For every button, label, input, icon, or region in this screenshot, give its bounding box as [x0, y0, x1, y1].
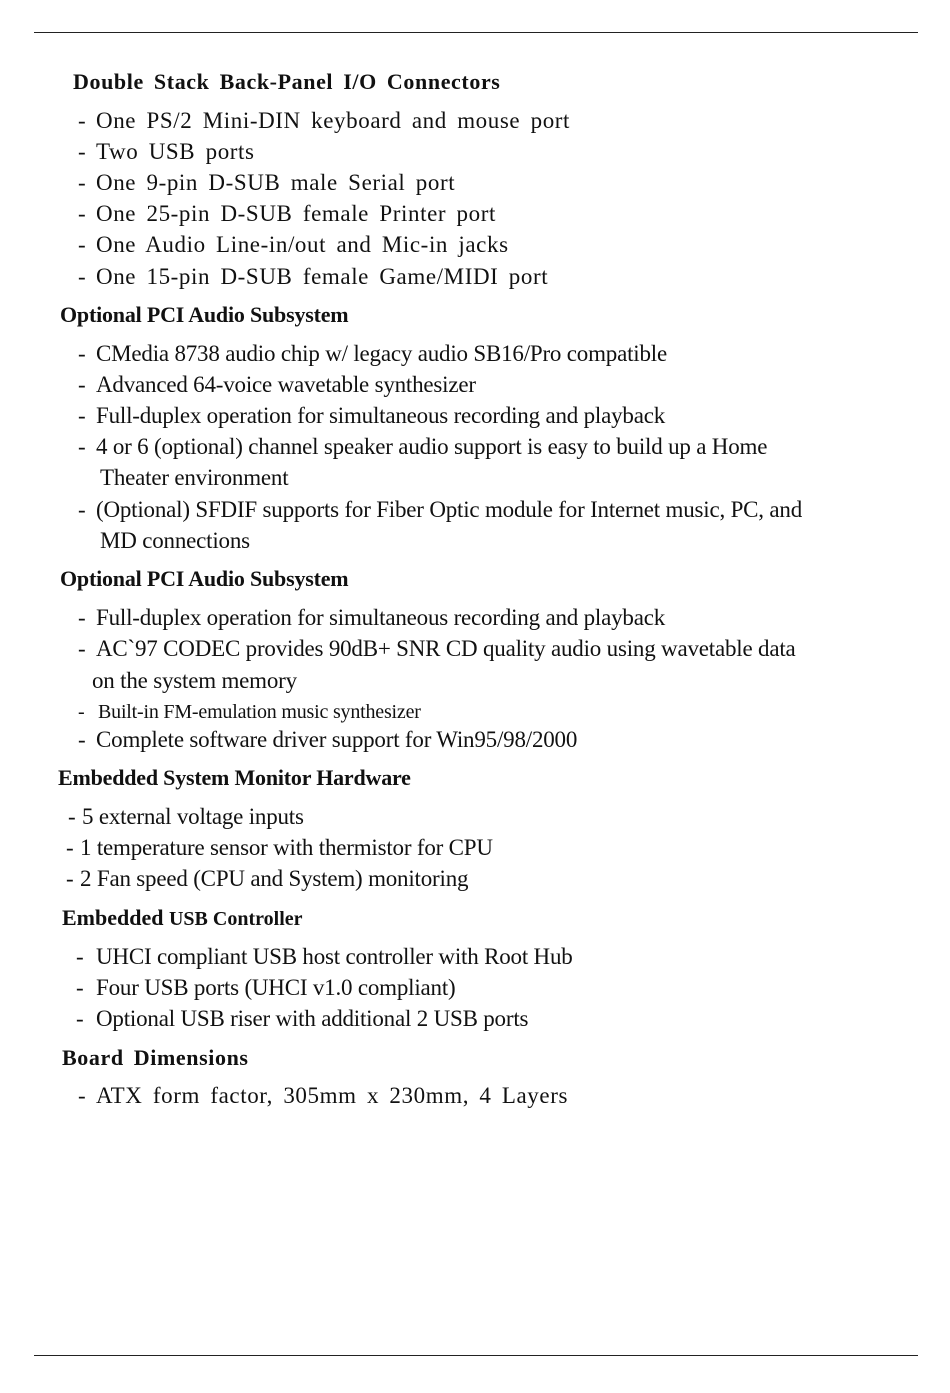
list-item: - Complete software driver support for Win95/98/2000 — [78, 725, 577, 755]
bullet-dash: - — [78, 403, 86, 428]
list-item: - One 15-pin D-SUB female Game/MIDI port — [78, 262, 548, 292]
list-item: - Four USB ports (UHCI v1.0 compliant) — [76, 973, 456, 1003]
list-item-continuation: on the system memory — [92, 668, 297, 693]
list-item-continuation: MD connections — [100, 528, 250, 553]
list-item: - Advanced 64-voice wavetable synthesizer — [78, 370, 476, 400]
bullet-dash: - — [78, 201, 87, 226]
section-heading-usb-controller: Embedded USB Controller — [62, 905, 303, 930]
list-item: - (Optional) SFDIF supports for Fiber Optic module for Internet music, PC, and — [78, 495, 802, 525]
list-item: - 5 external voltage inputs — [68, 802, 304, 832]
bullet-dash: - — [76, 1006, 84, 1031]
section-heading-system-monitor: Embedded System Monitor Hardware — [58, 765, 411, 790]
list-item: - One 9-pin D-SUB male Serial port — [78, 168, 455, 198]
list-item-continuation: Theater environment — [100, 465, 289, 490]
list-item: - Two USB ports — [78, 137, 255, 167]
list-item: - One PS/2 Mini-DIN keyboard and mouse port — [78, 106, 570, 136]
bullet-dash: - — [78, 232, 87, 257]
bullet-dash: - — [78, 341, 86, 366]
list-item: - ATX form factor, 305mm x 230mm, 4 Layers — [78, 1081, 568, 1111]
list-item: - Full-duplex operation for simultaneous recording and playback — [78, 603, 665, 633]
list-item: - One 25-pin D-SUB female Printer port — [78, 199, 496, 229]
bullet-dash: - — [78, 1083, 87, 1108]
bullet-dash: - — [78, 108, 87, 133]
bullet-dash: - — [78, 170, 87, 195]
bullet-dash: - — [68, 804, 76, 829]
list-item: - 4 or 6 (optional) channel speaker audio support is easy to build up a Home — [78, 432, 767, 462]
section-heading-pci-audio-2: Optional PCI Audio Subsystem — [60, 566, 349, 591]
list-item: - Optional USB riser with additional 2 USB ports — [76, 1004, 528, 1034]
bullet-dash: - — [78, 264, 87, 289]
bullet-dash: - — [76, 944, 84, 969]
list-item: - UHCI compliant USB host controller with Root Hub — [76, 942, 573, 972]
bullet-dash: - — [78, 139, 87, 164]
list-item: - AC`97 CODEC provides 90dB+ SNR CD quality audio using wavetable data — [78, 634, 796, 664]
bullet-dash: - — [78, 434, 86, 459]
bullet-dash: - — [78, 605, 86, 630]
list-item: - Built-in FM-emulation music synthesizer — [78, 697, 421, 727]
top-rule — [34, 32, 918, 33]
section-heading-io-connectors: Double Stack Back-Panel I/O Connectors — [73, 69, 501, 94]
bottom-rule — [34, 1355, 918, 1356]
bullet-dash: - — [66, 866, 74, 891]
list-item: - 2 Fan speed (CPU and System) monitoring — [66, 864, 468, 894]
bullet-dash: - — [78, 701, 85, 723]
bullet-dash: - — [78, 727, 86, 752]
list-item: - One Audio Line-in/out and Mic-in jacks — [78, 230, 509, 260]
section-heading-board-dimensions: Board Dimensions — [62, 1045, 249, 1070]
bullet-dash: - — [78, 636, 86, 661]
list-item: - CMedia 8738 audio chip w/ legacy audio SB16/Pro compatible — [78, 339, 667, 369]
bullet-dash: - — [78, 497, 86, 522]
list-item: - 1 temperature sensor with thermistor for CPU — [66, 833, 493, 863]
section-heading-pci-audio: Optional PCI Audio Subsystem — [60, 302, 349, 327]
list-item: - Full-duplex operation for simultaneous recording and playback — [78, 401, 665, 431]
bullet-dash: - — [78, 372, 86, 397]
bullet-dash: - — [76, 975, 84, 1000]
bullet-dash: - — [66, 835, 74, 860]
